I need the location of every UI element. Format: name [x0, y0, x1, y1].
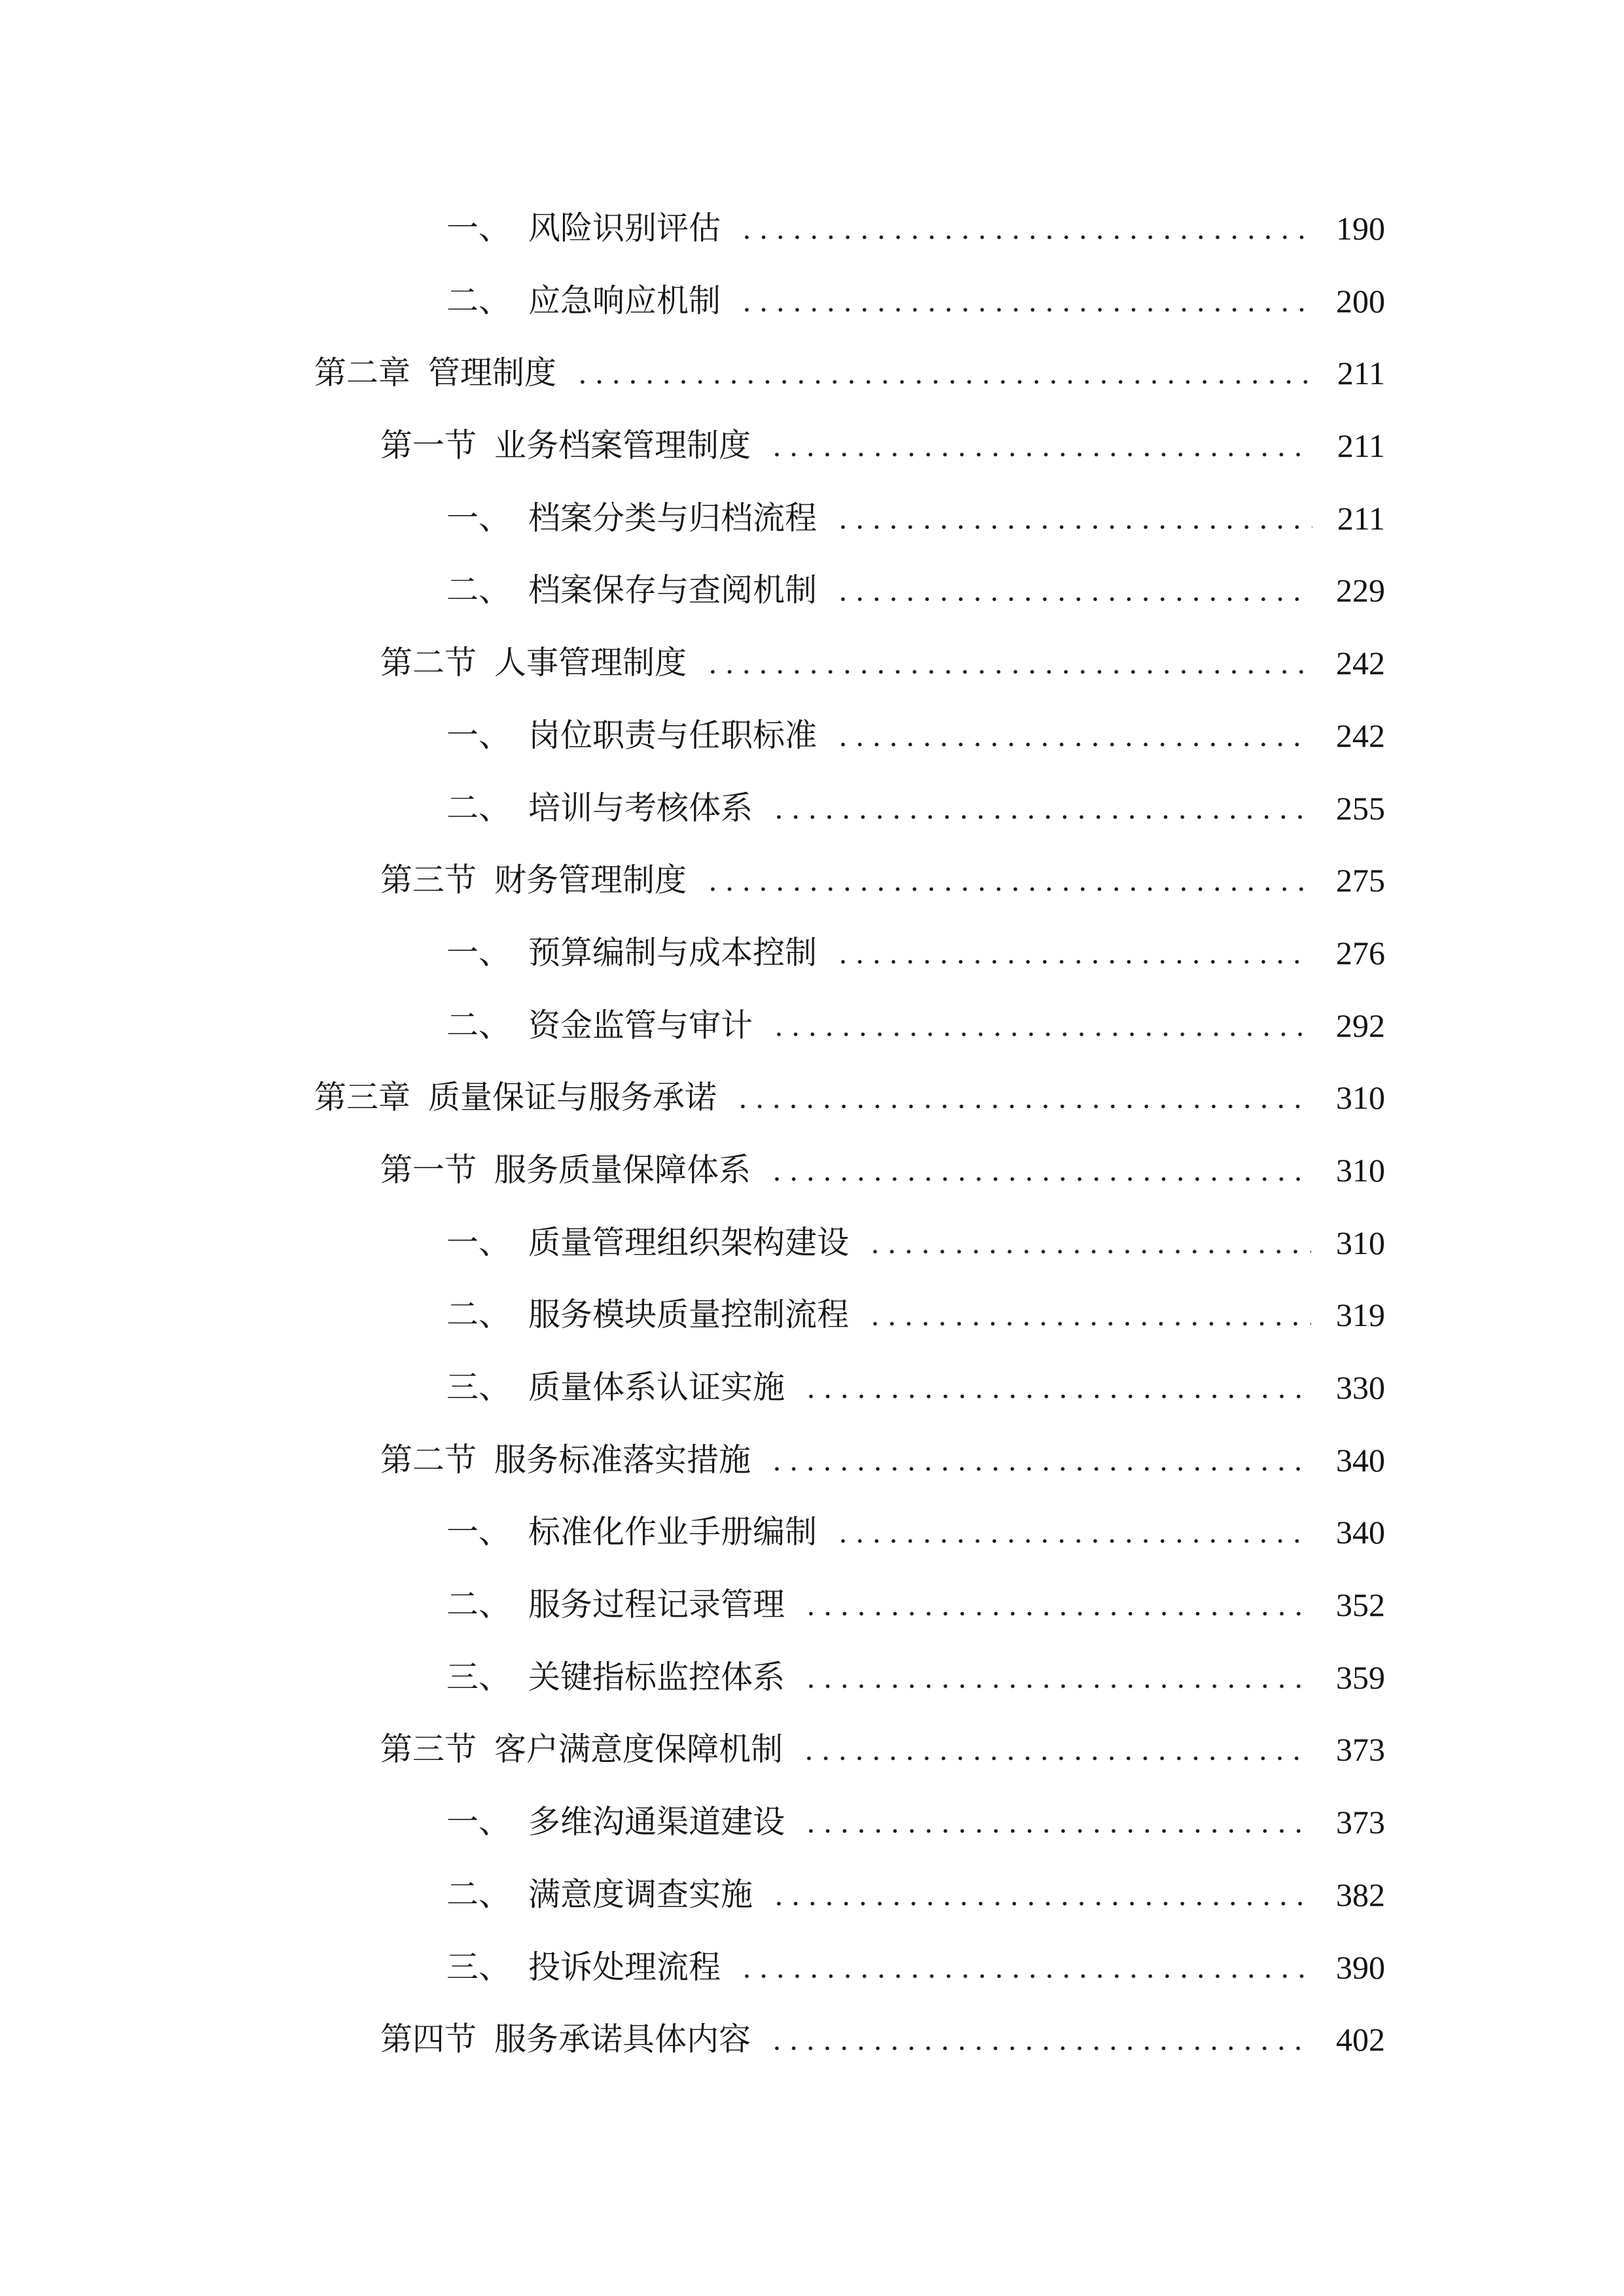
- toc-dot-leader: [574, 337, 1312, 410]
- toc-item-entry: [0, 1352, 1624, 1424]
- toc-entry-title: 人事管理制度: [494, 644, 687, 682]
- toc-entry-page-number: 340: [1336, 1441, 1385, 1479]
- toc-dot-leader: [835, 917, 1311, 990]
- toc-entry-title: 多维沟通渠道建设: [528, 1803, 785, 1841]
- toc-entry-number: 第一节: [380, 1151, 477, 1189]
- toc-entry-title: 服务模块质量控制流程: [528, 1296, 850, 1334]
- toc-entry-page-number: 359: [1336, 1659, 1385, 1696]
- toc-dot-leader: [867, 1279, 1311, 1352]
- toc-dot-leader: [770, 990, 1311, 1062]
- toc-entry-title: 质量体系认证实施: [528, 1369, 785, 1406]
- toc-entry-number: 一、: [446, 933, 511, 971]
- toc-dot-leader: [803, 1352, 1311, 1424]
- toc-dot-leader: [704, 844, 1311, 917]
- toc-section-entry: [0, 410, 1624, 482]
- toc-section-entry: [0, 2003, 1624, 2076]
- toc-section-entry: [0, 1713, 1624, 1786]
- toc-dot-leader: [801, 1713, 1311, 1786]
- toc-dot-leader: [803, 1786, 1311, 1859]
- toc-entry-number: 第二节: [380, 1441, 477, 1479]
- toc-item-entry: [0, 1569, 1624, 1641]
- toc-dot-leader: [738, 192, 1311, 265]
- toc-entry-page-number: 390: [1336, 1948, 1385, 1986]
- toc-entry-title: 培训与考核体系: [528, 789, 753, 827]
- toc-dot-leader: [768, 410, 1312, 482]
- toc-entry-number: 第二节: [380, 644, 477, 682]
- toc-entry-title: 服务过程记录管理: [528, 1586, 785, 1624]
- toc-entry-number: 三、: [446, 1948, 511, 1986]
- toc-dot-leader: [770, 772, 1311, 845]
- toc-dot-leader: [803, 1641, 1311, 1714]
- toc-entry-number: 第三节: [380, 1731, 477, 1768]
- toc-entry-number: 一、: [446, 716, 511, 754]
- toc-item-entry: [0, 1207, 1624, 1280]
- toc-entry-page-number: 352: [1336, 1587, 1385, 1624]
- toc-item-entry: [0, 700, 1624, 772]
- toc-entry-number: 二、: [446, 1006, 511, 1044]
- toc-list: [0, 192, 1624, 2076]
- toc-entry-title: 预算编制与成本控制: [528, 933, 818, 971]
- toc-entry-number: 第一节: [380, 427, 477, 465]
- toc-entry-page-number: 330: [1336, 1369, 1385, 1406]
- toc-entry-page-number: 292: [1336, 1007, 1385, 1044]
- toc-entry-number: 一、: [446, 209, 511, 247]
- toc-entry-page-number: 255: [1336, 789, 1385, 827]
- toc-entry-page-number: 211: [1337, 427, 1385, 465]
- toc-entry-title: 档案保存与查阅机制: [528, 571, 818, 609]
- toc-item-entry: [0, 482, 1624, 555]
- toc-section-entry: [0, 844, 1624, 917]
- toc-entry-title: 应急响应机制: [528, 281, 721, 319]
- toc-item-entry: [0, 1931, 1624, 2004]
- toc-section-entry: [0, 1424, 1624, 1497]
- toc-chapter-entry: [0, 1062, 1624, 1134]
- toc-entry-title: 档案分类与归档流程: [528, 499, 818, 537]
- toc-entry-number: 二、: [446, 1875, 511, 1913]
- toc-dot-leader: [704, 627, 1311, 700]
- toc-entry-title: 标准化作业手册编制: [528, 1513, 818, 1551]
- toc-entry-page-number: 310: [1336, 1079, 1385, 1117]
- toc-entry-page-number: 340: [1336, 1514, 1385, 1551]
- toc-entry-number: 第四节: [380, 2020, 477, 2058]
- toc-entry-number: 二、: [446, 281, 511, 319]
- toc-dot-leader: [768, 1424, 1311, 1497]
- toc-entry-title: 风险识别评估: [528, 209, 721, 247]
- toc-dot-leader: [835, 554, 1311, 627]
- toc-section-entry: [0, 1134, 1624, 1207]
- toc-entry-title: 关键指标监控体系: [528, 1658, 785, 1696]
- toc-item-entry: [0, 917, 1624, 990]
- toc-dot-leader: [738, 1931, 1311, 2004]
- toc-item-entry: [0, 1641, 1624, 1714]
- toc-entry-number: 三、: [446, 1369, 511, 1406]
- toc-entry-number: 二、: [446, 1586, 511, 1624]
- toc-entry-page-number: 242: [1336, 717, 1385, 754]
- toc-item-entry: [0, 265, 1624, 338]
- toc-dot-leader: [734, 1062, 1311, 1134]
- toc-item-entry: [0, 554, 1624, 627]
- toc-entry-title: 满意度调查实施: [528, 1875, 753, 1913]
- toc-entry-number: 一、: [446, 499, 511, 537]
- toc-entry-page-number: 310: [1336, 1151, 1385, 1189]
- toc-entry-page-number: 310: [1336, 1224, 1385, 1261]
- toc-entry-page-number: 211: [1337, 499, 1385, 537]
- toc-entry-title: 管理制度: [428, 354, 557, 392]
- toc-entry-page-number: 382: [1336, 1876, 1385, 1913]
- toc-entry-number: 二、: [446, 789, 511, 827]
- toc-item-entry: [0, 1786, 1624, 1859]
- toc-dot-leader: [770, 1859, 1311, 1931]
- toc-entry-title: 资金监管与审计: [528, 1006, 753, 1044]
- toc-entry-page-number: 402: [1336, 2021, 1385, 2058]
- toc-dot-leader: [803, 1569, 1311, 1641]
- toc-entry-number: 一、: [446, 1513, 511, 1551]
- toc-item-entry: [0, 1496, 1624, 1569]
- toc-entry-title: 质量管理组织架构建设: [528, 1223, 850, 1261]
- toc-dot-leader: [835, 700, 1311, 772]
- toc-entry-title: 客户满意度保障机制: [494, 1731, 784, 1768]
- toc-entry-number: 三、: [446, 1658, 511, 1696]
- toc-entry-number: 二、: [446, 571, 511, 609]
- toc-dot-leader: [738, 265, 1311, 338]
- toc-entry-title: 服务承诺具体内容: [494, 2020, 751, 2058]
- toc-entry-number: 一、: [446, 1803, 511, 1841]
- toc-dot-leader: [867, 1207, 1311, 1280]
- toc-entry-title: 投诉处理流程: [528, 1948, 721, 1986]
- toc-entry-title: 财务管理制度: [494, 861, 687, 899]
- toc-item-entry: [0, 192, 1624, 265]
- toc-entry-page-number: 200: [1336, 282, 1385, 319]
- toc-entry-page-number: 229: [1336, 572, 1385, 609]
- toc-entry-page-number: 275: [1336, 862, 1385, 899]
- toc-entry-page-number: 373: [1336, 1731, 1385, 1768]
- toc-entry-number: 一、: [446, 1223, 511, 1261]
- toc-item-entry: [0, 772, 1624, 845]
- toc-entry-page-number: 190: [1336, 210, 1385, 247]
- toc-section-entry: [0, 627, 1624, 700]
- toc-entry-number: 第三节: [380, 861, 477, 899]
- toc-item-entry: [0, 1279, 1624, 1352]
- toc-dot-leader: [835, 1496, 1311, 1569]
- toc-entry-page-number: 373: [1336, 1804, 1385, 1841]
- toc-dot-leader: [835, 482, 1312, 555]
- toc-item-entry: [0, 1859, 1624, 1931]
- toc-entry-title: 岗位职责与任职标准: [528, 716, 818, 754]
- toc-dot-leader: [768, 1134, 1311, 1207]
- toc-entry-title: 服务标准落实措施: [494, 1441, 751, 1479]
- toc-entry-page-number: 319: [1336, 1297, 1385, 1334]
- toc-chapter-entry: [0, 337, 1624, 410]
- toc-item-entry: [0, 990, 1624, 1062]
- toc-entry-page-number: 242: [1336, 645, 1385, 682]
- toc-entry-number: 二、: [446, 1296, 511, 1334]
- toc-dot-leader: [768, 2003, 1311, 2076]
- toc-entry-title: 服务质量保障体系: [494, 1151, 751, 1189]
- toc-entry-title: 业务档案管理制度: [494, 427, 751, 465]
- toc-entry-page-number: 211: [1337, 355, 1385, 392]
- toc-entry-title: 质量保证与服务承诺: [428, 1079, 717, 1117]
- toc-entry-number: 第三章: [314, 1079, 411, 1117]
- toc-entry-page-number: 276: [1336, 934, 1385, 971]
- toc-entry-number: 第二章: [314, 354, 411, 392]
